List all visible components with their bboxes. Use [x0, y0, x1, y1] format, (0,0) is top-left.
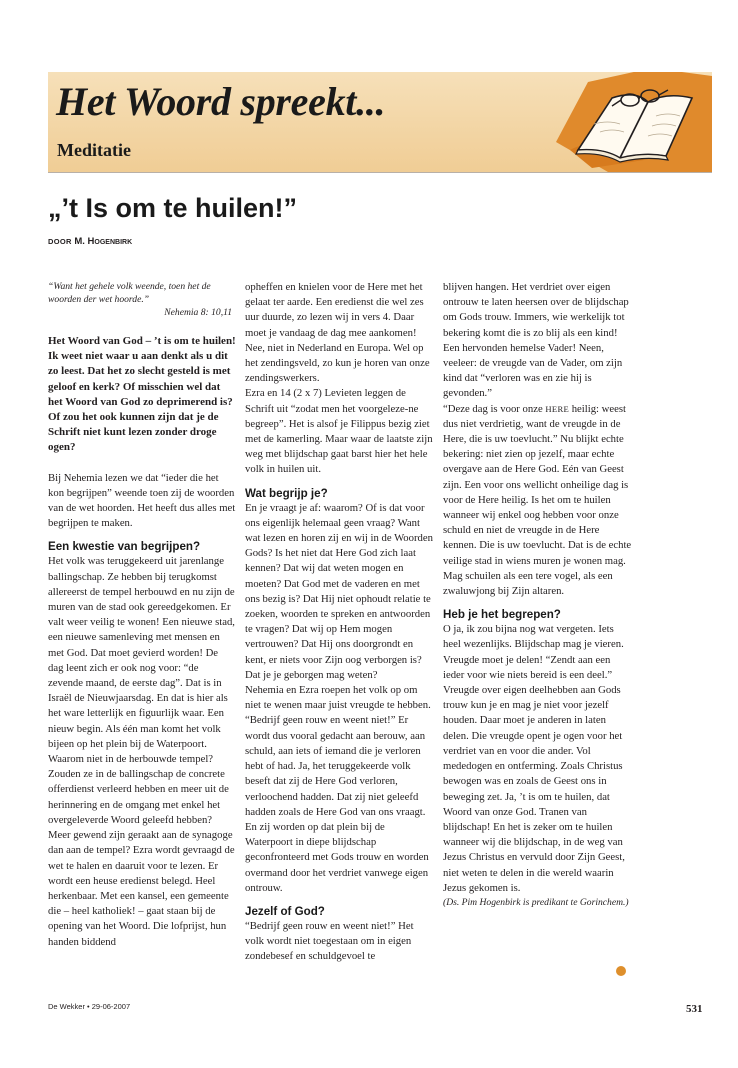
end-mark-dot — [616, 966, 626, 976]
byline — [48, 236, 132, 247]
paragraph: opheffen en knielen voor de Here met het gelaat ter aarde. Een eredienst die wel zes uur duurde, zo lezen wij in vers 4. Daar moet je vandaag de dag mee aankomen! Nee, niet in Nederland en Europa. Wel op het zendingsveld, zo kun je horen van onze zendingswerkers. — [245, 281, 430, 385]
epigraph-reference: Nehemia 8: 10,11 — [164, 307, 232, 318]
footer-publication: De Wekker • 29-06-2007 — [48, 1002, 131, 1011]
column-2 — [245, 280, 435, 965]
paragraph — [443, 402, 634, 600]
subheading: Jezelf of God? — [245, 904, 325, 918]
column-1 — [48, 280, 236, 950]
paragraph: Nehemia en Ezra roepen het volk op om niet te wenen maar juist vreugde te hebben. “Bedrijf geen rouw en weent niet!” Er wordt dus vooral gedacht aan berouw, aan schuld, aan iets of iemand die je verloren hebt of had. Ja, het teruggekeerde volk beseft dat zij de Here God verloren, verloochend hadden. Dat zij niet geleefd hadden zoals de Here God van ons vraagt. En zij worden op dat plein bij de Waterpoort in diepe blijdschap geconfronteerd met Gods trouw en worden overmand door het verdriet vanwege eigen ontrouw. — [245, 684, 431, 894]
open-book-icon — [548, 72, 712, 172]
subheading: Wat begrijp je? — [245, 486, 328, 500]
paragraph: “Bedrijf geen rouw en weent niet!” Het volk wordt niet toegestaan om in eigen zondebesef en schuldgevoel te — [245, 919, 414, 963]
subheading: Heb je het begrepen? — [443, 608, 561, 622]
paragraph: O ja, ik zou bijna nog wat vergeten. Iets heel wezenlijks. Blijdschap mag je vieren. Vreugde moet je delen! “Zendt aan een ieder voor wie niets bereid is een deel.” Vreugde over eigen deelhebben aan Gods trouw kun je en mag je niet voor jezelf houden. Daar moet je anderen in laten delen. Die vreugde opent je ogen voor het verdriet van en voor die ander. Vol mededogen en ontferming. Zoals Christus bewogen was en zoals de Geest ons in beweging zet. Ja, ’t is om te huilen, dat Woord van onze God. Tranen van blijdschap! En het is zeker om te huilen wanneer wij die blijdschap, in de weg van Jezus Christus en vervuld door Zijn Geest, niet weten te delen in die wereld waarin Jezus gekomen is. — [443, 623, 625, 894]
text-run: heilig: weest dus niet verdrietig, want de vreugde in de Here, die is uw toevlucht.” Nu blijkt echte bekering: niet zien op jezelf, maar echte overgave aan de Here God. Eén van Geest zijn. Een voor ons wellicht onheilige dag is voor de Here heilig. Is het om te huilen wanneer wij enkel oog hebben voor onze schuld en niet de vreugde in de Here kennen. Die is uw toevlucht. Dat is de echte veilige stad in wiens muren je wonen mag. Mag schuilen als een tere vogel, als een zwaluwjong bij Zijn altaren. — [443, 402, 632, 598]
byline-name: Hogenbirk — [87, 236, 133, 247]
page-number: 531 — [686, 1003, 703, 1015]
section-title: Het Woord spreekt... — [56, 79, 386, 124]
paragraph: Ezra en 14 (2 x 7) Levieten leggen de Schrift uit “zodat men het voorgeleze-ne begreep”. Het is alsof je Filippus bezig ziet met de kamerling. Maar waar de laatste zijn weg met blijdschap gaat barst hier het hele volk in huilen uit. — [245, 387, 433, 476]
lead-paragraph: Het Woord van God – ’t is om te huilen! Ik weet niet waar u aan denkt als u dit zo leest. Dat het zo slecht gesteld is met geloof en kerk? Of misschien wel dat het Woord van God zo deprimerend is? Of zou het ook kunnen zijn dat je de Schrift niet kunt lezen zonder droge ogen? — [48, 335, 236, 454]
smallcaps-word: HERE — [545, 403, 570, 414]
epigraph-quote: “Want het gehele volk weende, toen het de woorden der wet hoorde.” — [48, 281, 211, 305]
paragraph: blijven hangen. Het verdriet over eigen ontrouw te laten heersen over de blijdschap om Gods trouw. Immers, wie werkelijk tot bekering komt die is zo blij als een kind! Een hervonden hemelse Vader! Neen, veeleer: de vreugde van de Vader, om zijn kind dat “verloren was en zie hij is gevonden.” — [443, 281, 629, 400]
author-note: (Ds. Pim Hogenbirk is predikant te Gorinchem.) — [443, 896, 629, 908]
paragraph: Bij Nehemia lezen we dat “ieder die het kon begrijpen” weende toen zij de woorden van de wet hoorden. Het heeft dus alles met begrijpen te maken. — [48, 471, 236, 530]
subheading: Een kwestie van begrijpen? — [48, 540, 201, 554]
header-banner — [48, 72, 712, 172]
article-title: „’t Is om te huilen!” — [48, 193, 298, 223]
text-run: “Deze dag is voor onze — [443, 402, 543, 415]
byline-initial: M. — [74, 236, 85, 247]
column-3 — [443, 280, 634, 910]
section-subtitle: Meditatie — [57, 140, 131, 160]
paragraph: En je vraagt je af: waarom? Of is dat voor ons eigenlijk helemaal geen vraag? Want wat lezen en horen zij en wij in de Woorden Gods? Is het niet dat Here God zich laat kennen? Dat wij dat weten mogen en moeten? Dat God met de vaderen en met ons bezig is? Dat Hij niet ophoudt relatie te zoeken, woorden te spreken en antwoorden te vragen? Dat wij op Hem mogen vertrouwen? Dat Hij ons doorgrondt en kent, er niets voor Zijn oog verborgen is? Dat je je geborgen mag weten? — [245, 501, 433, 681]
header-rule — [48, 172, 712, 173]
byline-prefix: DOOR — [48, 237, 72, 246]
paragraph: Het volk was teruggekeerd uit jarenlange ballingschap. Ze hebben bij terugkomst allereerst de tempel herbouwd en nu zijn de muren van de stad ook gereedgekomen. Er valt weer veilig te wonen! Een nieuwe stad, een nieuwe samenleving met mensen en met God. Dat moet gevierd worden! De dag leent zich er ook nog voor: “de zevende maand, de eerste dag”. Dat is in Israël de Nieuwjaarsdag. En dat is hier als het ware letterlijk en figuurlijk waar. Een nieuw begin. Als één man komt het volk bijeen op het plein bij de Waterpoort. Waarom niet in de herbouwde tempel? Zouden ze in de ballingschap de concrete offerdienst verleerd hebben en meer uit de herinnering en de omgang met enkel het overgeleverde Woord geleefd hebben? Meer gewend zijn geraakt aan de synagoge dan aan de tempel? Ezra wordt gevraagd de wet te halen en daaruit voor te lezen. Er wordt een heuse eredienst belegd. Heel herkenbaar. Met een kansel, een gemeente die – heel katholiek! – gaat staan bij de opening van het Woord. Die lofprijst, hun handen biddend — [48, 555, 235, 948]
